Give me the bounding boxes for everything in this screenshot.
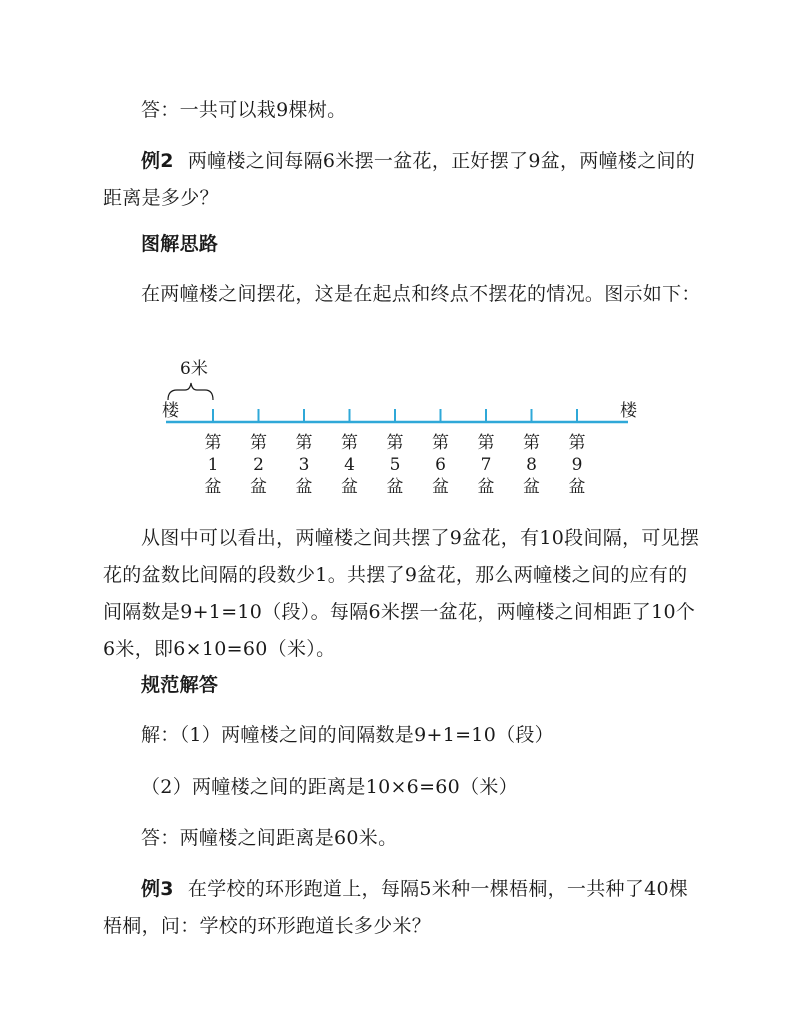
interval-brace [168,383,213,400]
pot-unit: 盆 [341,477,358,497]
pot-ordinal: 第 [432,433,449,453]
solution-step-1: 解：（1）两幢楼之间的间隔数是9+1=10（段） [141,724,554,746]
pot-unit: 盆 [523,477,540,497]
pot-number: 9 [571,455,583,475]
pot-number: 5 [389,455,401,475]
pot-ordinal: 第 [568,433,586,453]
pot-unit: 盆 [432,477,449,497]
pot-unit: 盆 [477,477,495,497]
pot-ordinal: 第 [341,433,358,453]
pot-number: 8 [526,455,537,475]
answer-example-2: 答：两幢楼之间距离是60米。 [141,827,398,849]
pot-ordinal: 第 [477,433,495,453]
diagram-svg [150,352,670,502]
right-building-label: 楼 [620,401,637,421]
pot-label-5 [387,433,404,497]
pot-number: 4 [344,455,355,475]
pot-unit: 盆 [295,477,313,497]
pot-label-3 [296,433,313,497]
example-2-text: 两幢楼之间每隔6米摆一盆花，正好摆了9盆，两幢楼之间的距离是多少？ [103,150,696,209]
pot-number: 7 [480,455,492,475]
pot-labels [205,433,586,497]
left-building-label: 楼 [162,401,179,421]
solution-heading: 规范解答 [141,674,219,696]
solution-step-2: （2）两幢楼之间的距离是10×6=60（米） [141,776,518,798]
example-2-label: 例2 [141,150,174,172]
pot-label-7 [478,433,495,497]
pot-label-9 [569,433,586,497]
example-2 [103,143,703,217]
analysis-heading: 图解思路 [141,233,219,255]
pot-ordinal: 第 [204,433,222,453]
pot-unit: 盆 [568,477,586,497]
example-3 [103,871,703,945]
pot-unit: 盆 [250,477,267,497]
analysis-intro: 在两幢楼之间摆花，这是在起点和终点不摆花的情况。图示如下： [141,283,701,305]
pot-label-4 [341,433,358,497]
answer-example-1: 答：一共可以栽9棵树。 [141,99,347,121]
pot-number: 1 [207,455,219,475]
flower-pot-diagram [150,352,670,502]
example-3-text: 在学校的环形跑道上，每隔5米种一棵梧桐，一共种了40棵梧桐，问：学校的环形跑道长多少米？ [103,878,689,937]
pot-label-1 [205,433,222,497]
pot-number: 3 [298,455,310,475]
pot-label-6 [432,433,449,497]
pot-ordinal: 第 [250,433,267,453]
pot-number: 6 [435,455,446,475]
example-3-label: 例3 [141,878,174,900]
pot-ordinal: 第 [295,433,313,453]
pot-label-2 [250,433,267,497]
interval-label: 6米 [180,359,208,379]
pot-label-8 [523,433,540,497]
pot-unit: 盆 [204,477,222,497]
pot-ticks [213,409,577,422]
pot-unit: 盆 [386,477,404,497]
explanation-paragraph: 从图中可以看出，两幢楼之间共摆了9盆花，有10段间隔，可见摆花的盆数比间隔的段数少1。共摆了9盆花，那么两幢楼之间的应有的间隔数是9+1=10（段）。每隔6米摆一盆花，两幢楼之间相距了10个6米，即6×10=60（米）。 [103,527,700,660]
pot-number: 2 [253,455,264,475]
pot-ordinal: 第 [523,433,540,453]
pot-ordinal: 第 [386,433,404,453]
